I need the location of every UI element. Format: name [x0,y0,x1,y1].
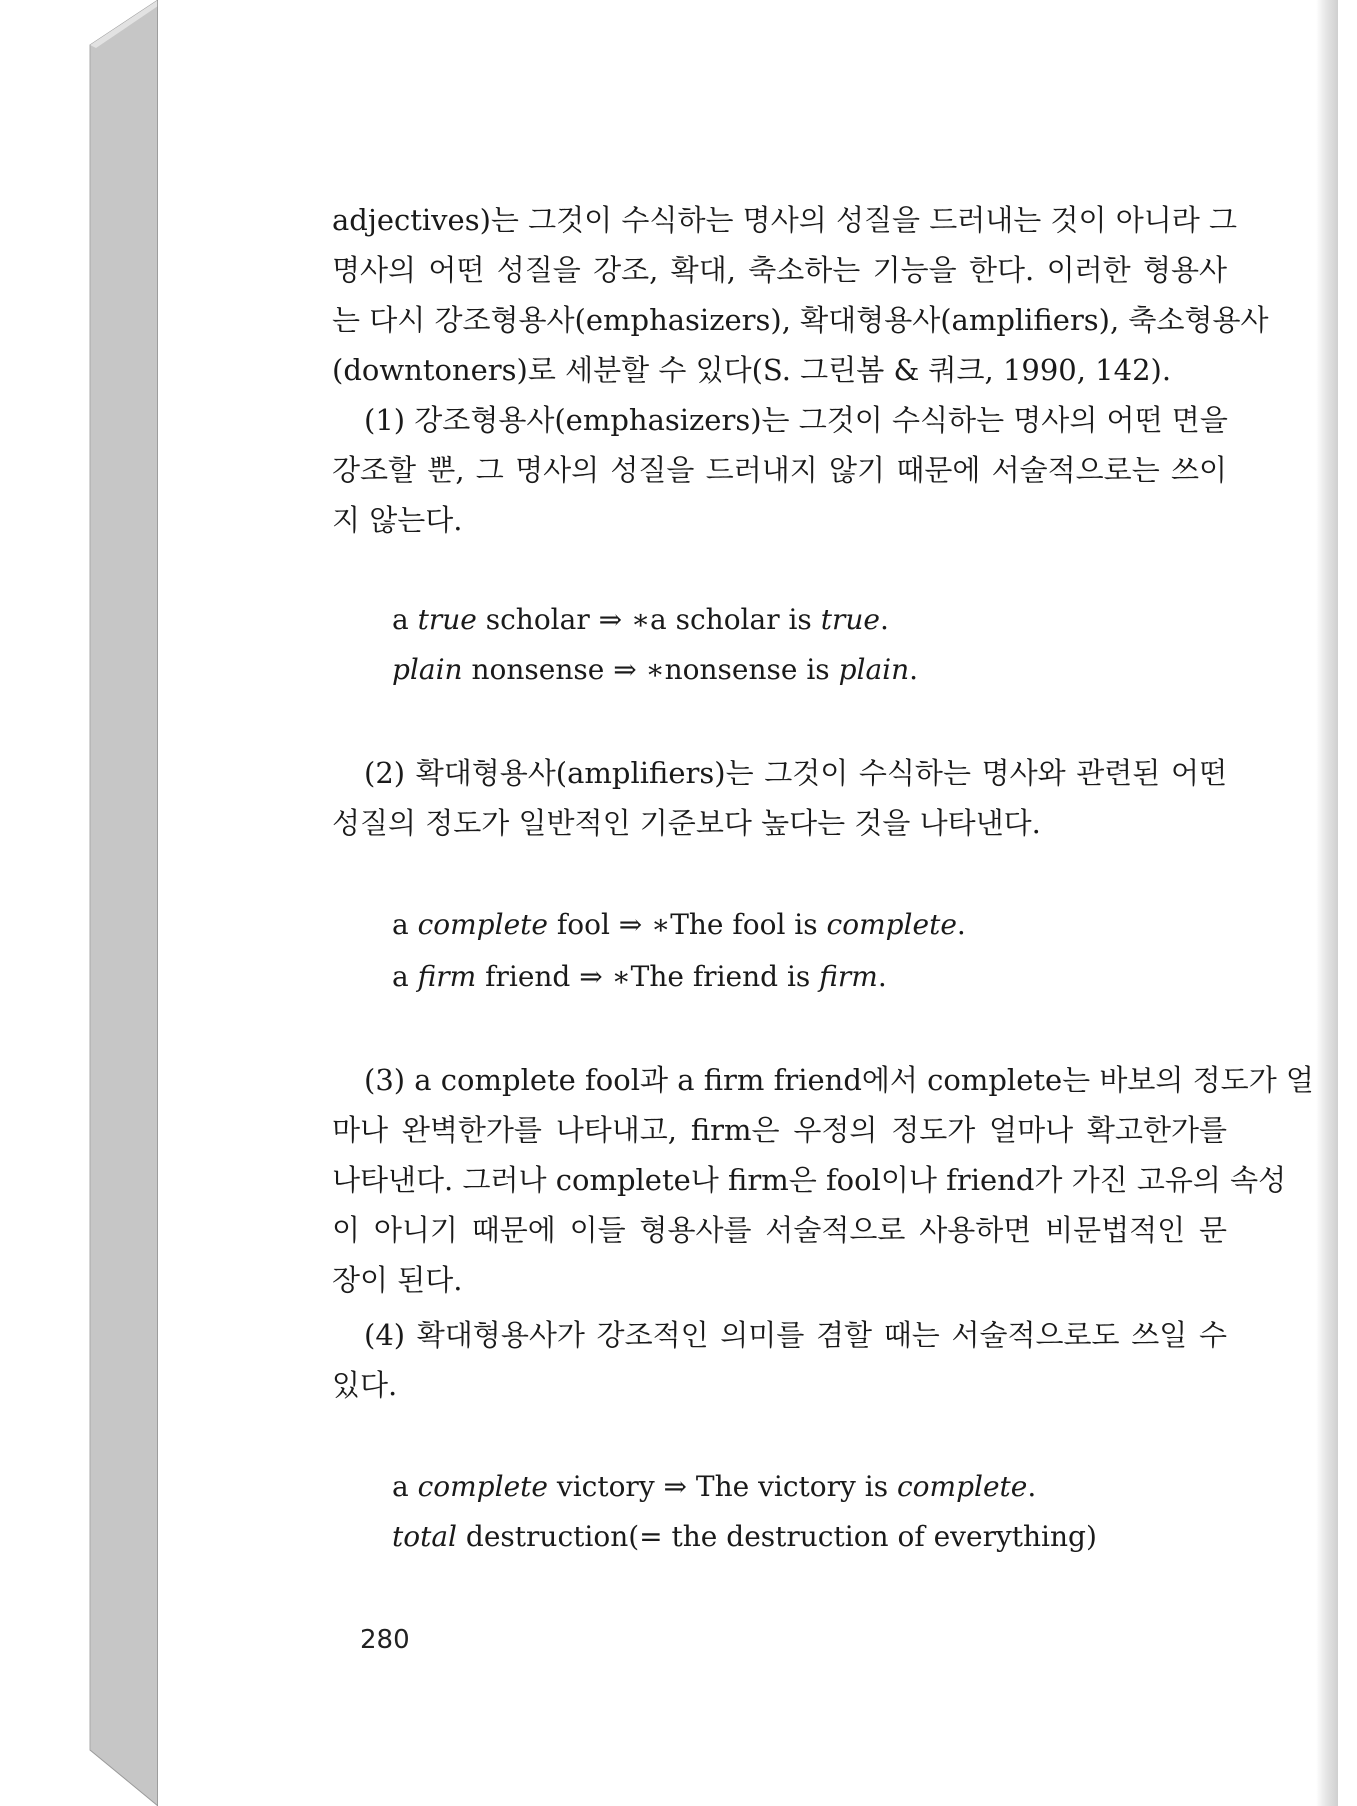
paragraph-3-cont [332,1105,1287,1305]
text-line: 이 아니기 때문에 이들 형용사를 서술적으로 사용하면 비문법적인 문 [332,1213,1227,1247]
text-line: adjectives)는 그것이 수식하는 명사의 성질을 드러내는 것이 아니라 그 [332,203,1238,237]
example-predicative-2: total destruction(= the destruction of everything) [392,1520,1097,1553]
example-amplifier-2: a firm friend ⇒ ∗The friend is firm. [392,960,887,993]
example-predicative-1: a complete victory ⇒ The victory is complete. [392,1470,1037,1503]
page-number: 280 [360,1625,410,1655]
example-emphasizer-2: plain nonsense ⇒ ∗nonsense is plain. [392,653,919,686]
text-line: 마나 완벽한가를 나타내고, firm은 우정의 정도가 얼마나 확고한가를 [332,1113,1227,1147]
paragraph-3 [364,1055,1314,1105]
example-emphasizer-1: a true scholar ⇒ ∗a scholar is true. [392,603,889,636]
text-line: 성질의 정도가 일반적인 기준보다 높다는 것을 나타낸다. [332,806,1041,840]
paragraph-1-cont [332,445,1227,545]
text-line: (4) 확대형용사가 강조적인 의미를 겸할 때는 서술적으로도 쓰일 수 [364,1318,1227,1352]
text-line: 장이 된다. [332,1263,463,1297]
paragraph-intro [332,195,1269,395]
text-line: (3) a complete fool과 a firm friend에서 complete는 바보의 정도가 얼 [364,1063,1314,1097]
text-line: 는 다시 강조형용사(emphasizers), 확대형용사(amplifiers), 축소형용사 [332,303,1269,337]
paragraph-1 [364,395,1227,445]
paragraph-4 [364,1310,1227,1360]
text-line: 지 않는다. [332,503,463,537]
text-line: 있다. [332,1368,398,1402]
text-line: 명사의 어떤 성질을 강조, 확대, 축소하는 기능을 한다. 이러한 형용사 [332,253,1227,287]
text-line: (downtoners)로 세분할 수 있다(S. 그린봄 & 쿼크, 1990, 142). [332,353,1172,387]
text-line: 나타낸다. 그러나 complete나 firm은 fool이나 friend가 가진 고유의 속성 [332,1163,1287,1197]
text-line: (1) 강조형용사(emphasizers)는 그것이 수식하는 명사의 어떤 면을 [364,403,1228,437]
paragraph-4-cont [332,1360,1227,1410]
text-line: (2) 확대형용사(amplifiers)는 그것이 수식하는 명사와 관련된 어떤 [364,756,1227,790]
page-edge-shadow [1316,0,1338,1806]
example-amplifier-1: a complete fool ⇒ ∗The fool is complete. [392,908,966,941]
text-line: 강조할 뿐, 그 명사의 성질을 드러내지 않기 때문에 서술적으로는 쓰이 [332,453,1227,487]
paragraph-2-cont [332,798,1227,848]
paragraph-2 [364,748,1227,798]
